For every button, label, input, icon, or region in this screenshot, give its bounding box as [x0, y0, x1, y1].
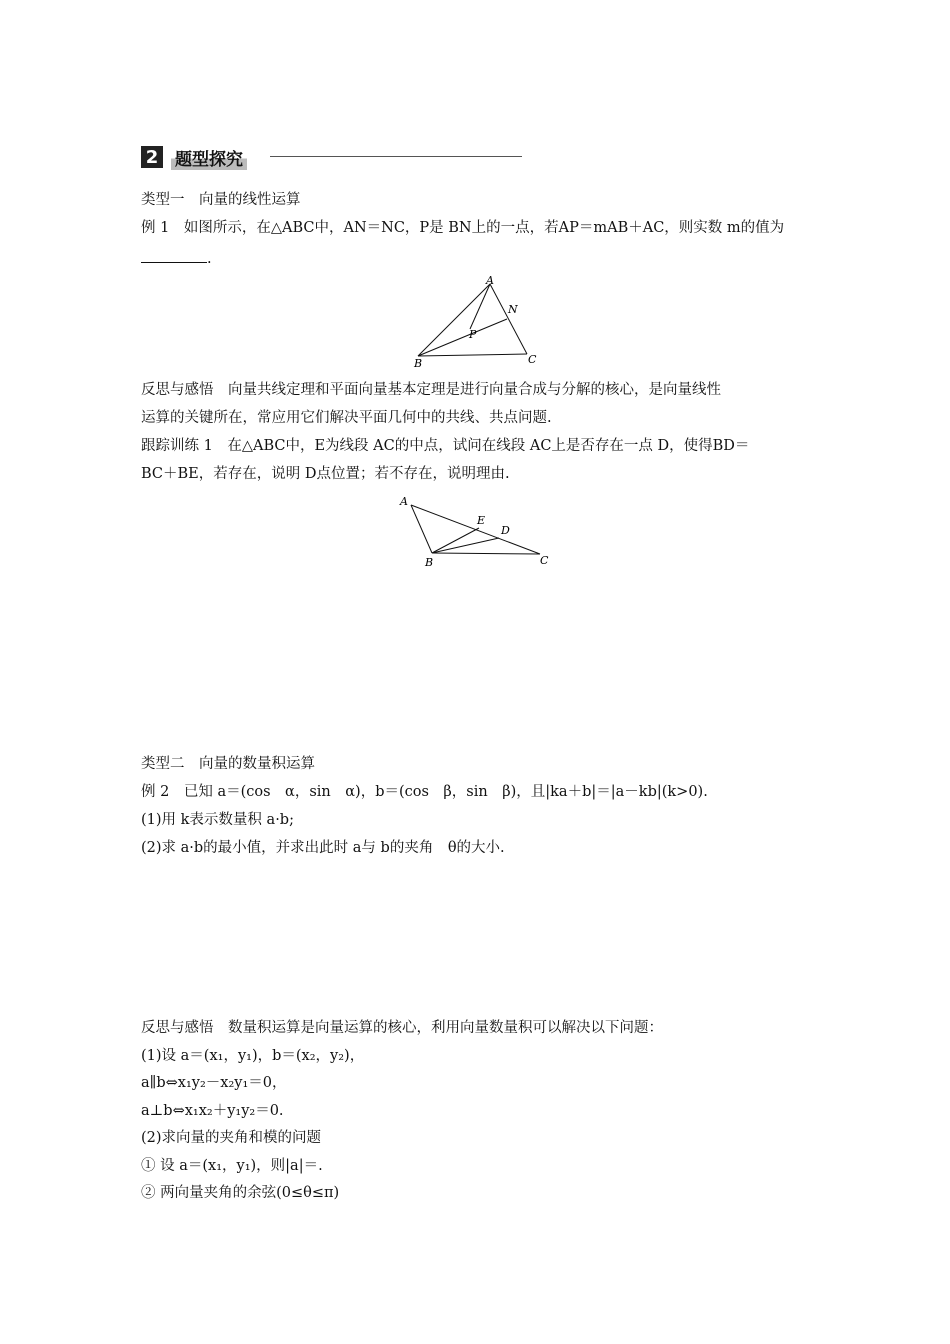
reflection2-line2: (1)设 a＝(x₁，y₁)，b＝(x₂，y₂)，: [141, 1048, 365, 1064]
section-title: 题型探究: [171, 145, 247, 170]
label-E: E: [477, 514, 486, 527]
type1-heading: 类型一 向量的线性运算: [141, 192, 301, 208]
section-rule: [270, 156, 522, 157]
edge-ba: [418, 284, 490, 356]
period: .: [207, 251, 212, 267]
edge-ac: [490, 284, 527, 354]
training1-line1: 跟踪训练 1 在△ABC中，E为线段 AC的中点，试问在线段 AC上是否存在一点 D，使得BD＝: [141, 438, 750, 454]
example1-text: 例 1 如图所示，在△ABC中，AN＝NC，P是 BN上的一点，若AP＝mAB＋AC，则实数 m的值为: [141, 220, 785, 236]
label-P: P: [469, 328, 477, 341]
edge-bc: [418, 354, 527, 356]
label-N: N: [508, 303, 518, 316]
example1-answer-line: [141, 248, 212, 269]
section-number: 2: [141, 146, 163, 168]
label-D: D: [501, 524, 510, 537]
label-C: C: [528, 353, 537, 366]
label-C: C: [540, 554, 549, 567]
reflection2-line1: 反思与感悟 数量积运算是向量运算的核心，利用向量数量积可以解决以下问题：: [141, 1020, 663, 1036]
figure-triangle-abc-d: [395, 492, 560, 572]
reflection2-line4: a⊥b⇔x₁x₂＋y₁y₂＝0.: [141, 1103, 284, 1119]
segment-ap: [470, 284, 490, 329]
edge-bc: [432, 553, 540, 554]
segment-be: [432, 528, 479, 553]
label-B: B: [425, 556, 434, 569]
reflection2-line7: ② 两向量夹角的余弦(0≤θ≤π): [141, 1185, 340, 1201]
type2-heading: 类型二 向量的数量积运算: [141, 756, 315, 772]
reflection2-line6: ① 设 a＝(x₁，y₁)，则|a|＝.: [141, 1158, 323, 1174]
answer-blank: [141, 248, 207, 263]
reflection1-line2: 运算的关键所在，常应用它们解决平面几何中的共线、共点问题.: [141, 410, 552, 426]
section-header: [141, 145, 247, 169]
label-A: A: [400, 495, 408, 508]
example2-question1: (1)用 k表示数量积 a·b;: [141, 812, 294, 828]
segment-bn: [418, 319, 507, 356]
figure-triangle-abn: [405, 272, 545, 372]
label-B: B: [414, 357, 423, 370]
segment-bd: [432, 538, 499, 553]
reflection2-line3: a∥b⇔x₁y₂－x₂y₁＝0，: [141, 1075, 287, 1091]
training1-line2: BC＋BE，若存在，说明 D点位置；若不存在，说明理由.: [141, 466, 510, 482]
label-A: A: [486, 274, 494, 287]
reflection2-line5: (2)求向量的夹角和模的问题: [141, 1130, 322, 1146]
example2-question2: (2)求 a·b的最小值，并求出此时 a与 b的夹角 θ的大小.: [141, 840, 505, 856]
reflection1-line1: 反思与感悟 向量共线定理和平面向量基本定理是进行向量合成与分解的核心，是向量线性: [141, 382, 721, 398]
example2-text: 例 2 已知 a＝(cos α，sin α)，b＝(cos β，sin β)，且|ka＋b|＝|a－kb|(k>0).: [141, 784, 708, 800]
